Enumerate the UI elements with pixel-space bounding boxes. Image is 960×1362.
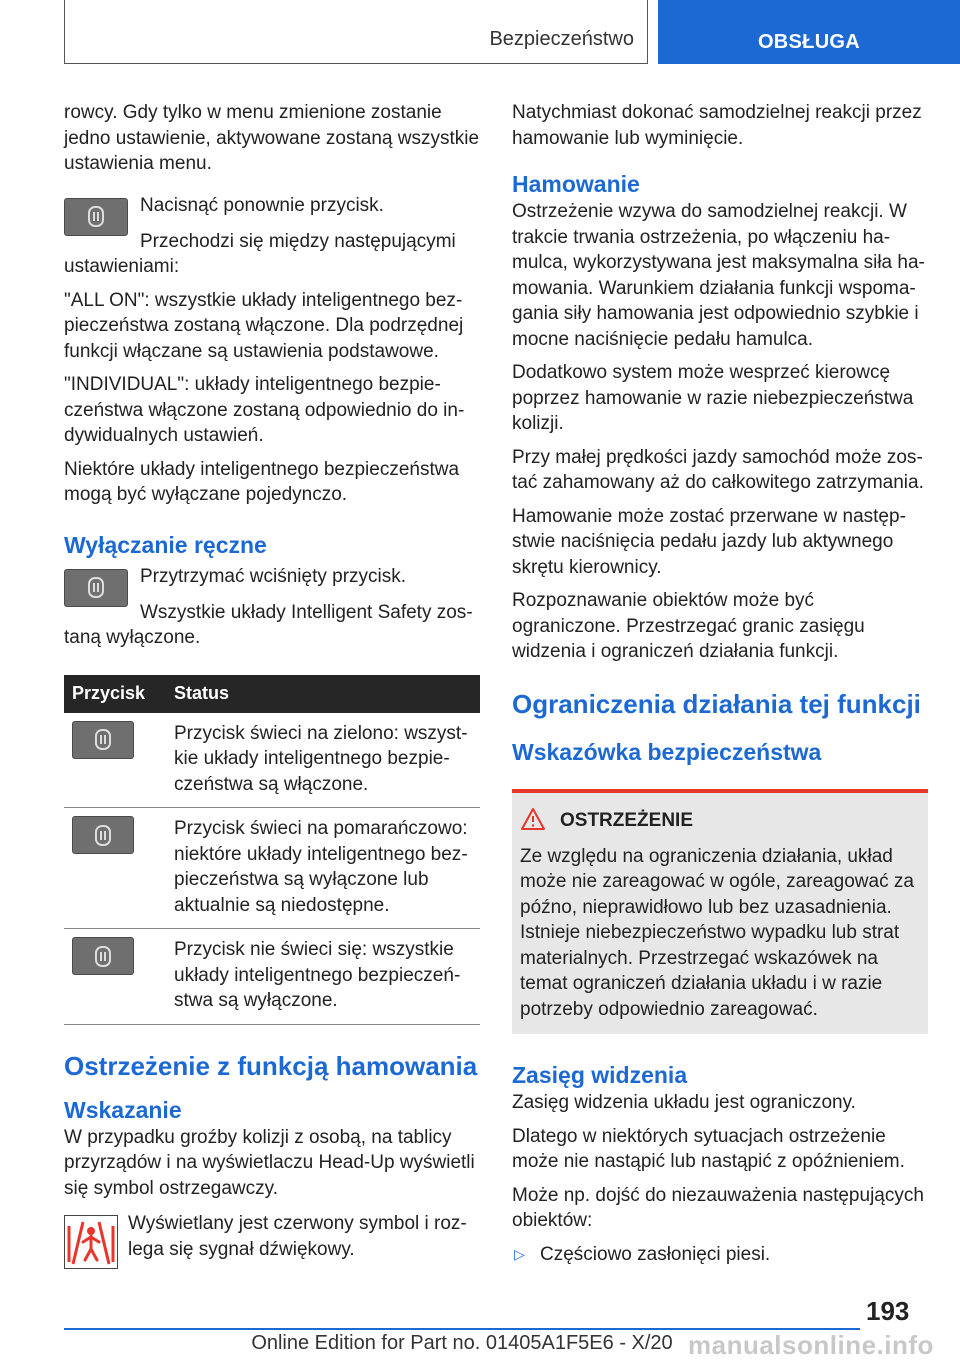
paragraph: Nacisnąć ponownie przycisk. — [140, 194, 384, 216]
paragraph: Wszystkie układy Intelligent Safety zostaną wyłączone. — [64, 601, 473, 648]
paragraph: Dodatkowo system może wesprzeć kierowcę poprzez hamowanie w razie niebezpieczeństwa kolizji. — [512, 362, 914, 434]
page-number: 193 — [866, 1296, 910, 1326]
table-row — [64, 929, 480, 1025]
table-header-button: Przycisk — [64, 675, 166, 713]
paragraph: Natychmiast dokonać samodzielnej reakcji przez hamowanie lub wyminięcie. — [512, 102, 922, 149]
paragraph: rowcy. Gdy tylko w menu zmienione zostanie jedno ustawienie, aktywowane zostaną wszystkie ustawienia menu. — [64, 102, 480, 174]
heading-brake-warning: Ostrzeżenie z funkcją hamowania — [64, 1050, 478, 1081]
heading-range: Zasięg widzenia — [512, 1062, 688, 1088]
intelligent-safety-button-icon — [64, 569, 128, 607]
intelligent-safety-button-icon — [64, 198, 128, 236]
intelligent-safety-button-icon — [72, 721, 134, 759]
button-instruction — [64, 564, 480, 622]
paragraph: Niektóre układy inteligentnego bezpieczeństwa mogą być wyłączane pojedynczo. — [64, 458, 460, 505]
paragraph: "INDIVIDUAL": układy inteligentnego bezpieczeństwa włączone zostaną odpowiednio do indywidualnych ustawień. — [64, 374, 465, 446]
paragraph: Zasięg widzenia układu jest ograniczony. — [512, 1092, 856, 1113]
heading-safety-note: Wskazówka bezpieczeństwa — [512, 738, 822, 765]
warning-text: Ze względu na ograniczenia działania, układ może nie zareagować w ogóle, zareagować za późno, nieprawidłowo lub bez uzasadnienia. Istnieje niebezpieczeństwo wypadku lub strat materialnych. Przestrzegać wskazówek na temat ograniczeń działania układu i w razie potrzeby odpowiednio zareagować. — [520, 845, 914, 1020]
paragraph: Przytrzymać wciśnięty przycisk. — [140, 565, 407, 587]
intelligent-safety-button-icon — [72, 937, 134, 975]
heading-braking: Hamowanie — [512, 171, 640, 197]
left-column — [64, 100, 480, 1271]
heading-manual-off: Wyłączanie ręczne — [64, 531, 267, 558]
paragraph: Rozpoznawanie obiektów może być ograniczone. Przestrzegać granic zasięgu widzenia i ograniczeń działania funkcji. — [512, 590, 865, 662]
paragraph: Ostrzeżenie wzywa do samodzielnej reakcji. W trakcie trwania ostrzeżenia, po włączeniu hamulca, wykorzystywana jest maksymalna siła hamowania. Warunkiem działania funkcji wspomagania siły hamowania jest odpowiednio szybkie i mocne naciśnięcie pedału hamulca. — [512, 201, 925, 350]
paragraph: Przechodzi się między następującymi ustawieniami: — [64, 230, 456, 277]
paragraph: Wyświetlany jest czerwony symbol i rozlega się sygnał dźwiękowy. — [128, 1213, 467, 1260]
paragraph: W przypadku groźby kolizji z osobą, na tablicy przyrządów i na wyświetlaczu Head-Up wyświetli się symbol ostrzegawczy. — [64, 1126, 475, 1199]
page-header — [0, 0, 960, 66]
list-item: ▷ Częściowo zasłonięci piesi. — [512, 1242, 928, 1268]
paragraph: Hamowanie może zostać przerwane w następstwie naciśnięcia pedału jazdy lub aktywnego skrętu kierownicy. — [512, 505, 906, 578]
table-header-row — [64, 675, 480, 713]
table-cell-status: Przycisk nie świeci się: wszystkie układy inteligentnego bezpieczeństwa są wyłączone. — [166, 929, 480, 1025]
status-table — [64, 675, 480, 1025]
warning-header — [520, 807, 918, 836]
edition-text: Online Edition for Part no. 01405A1F5E6 - X/20 — [251, 1332, 673, 1354]
paragraph: "ALL ON": wszystkie układy inteligentnego bezpieczeństwa zostaną włączone. Dla podrzędnej funkcji włączane są ustawienia podstawowe. — [64, 289, 464, 362]
warning-box — [512, 789, 928, 1035]
paragraph: Przy małej prędkości jazdy samochód może zostać zahamowany aż do całkowitego zatrzymania. — [512, 446, 924, 493]
heading-limits: Ograniczenia działania tej funkcji — [512, 688, 921, 719]
warning-title: OSTRZEŻENIE — [560, 810, 694, 831]
table-header-status: Status — [166, 675, 480, 713]
bullet-list — [512, 1242, 928, 1268]
paragraph: Może np. dojść do niezauważenia następujących obiektów: — [512, 1184, 924, 1231]
table-cell-status: Przycisk świeci na pomarańczowo: niektóre układy inteligentnego bezpieczeństwa są wyłączone lub aktualnie są niedostępne. — [166, 808, 480, 929]
pedestrian-warning-icon — [64, 1215, 118, 1269]
right-column — [512, 100, 928, 1267]
intelligent-safety-button-icon — [72, 816, 134, 854]
heading-indication: Wskazanie — [64, 1096, 182, 1123]
warning-triangle-icon — [520, 807, 546, 836]
table-row — [64, 808, 480, 929]
triangle-bullet-icon: ▷ — [514, 1245, 525, 1262]
watermark-logo: manualsonline.info — [688, 1330, 934, 1360]
paragraph: Dlatego w niektórych sytuacjach ostrzeżenie może nie nastąpić lub nastąpić z opóźnieniem. — [512, 1125, 905, 1172]
chapter-tab[interactable]: OBSŁUGA — [658, 0, 960, 64]
table-row — [64, 713, 480, 808]
symbol-instruction — [64, 1211, 480, 1271]
section-title: Bezpieczeństwo — [489, 28, 634, 50]
table-cell-status: Przycisk świeci na zielono: wszystkie układy inteligentnego bezpieczeństwa są włączone. — [166, 713, 480, 808]
button-instruction — [64, 193, 480, 251]
